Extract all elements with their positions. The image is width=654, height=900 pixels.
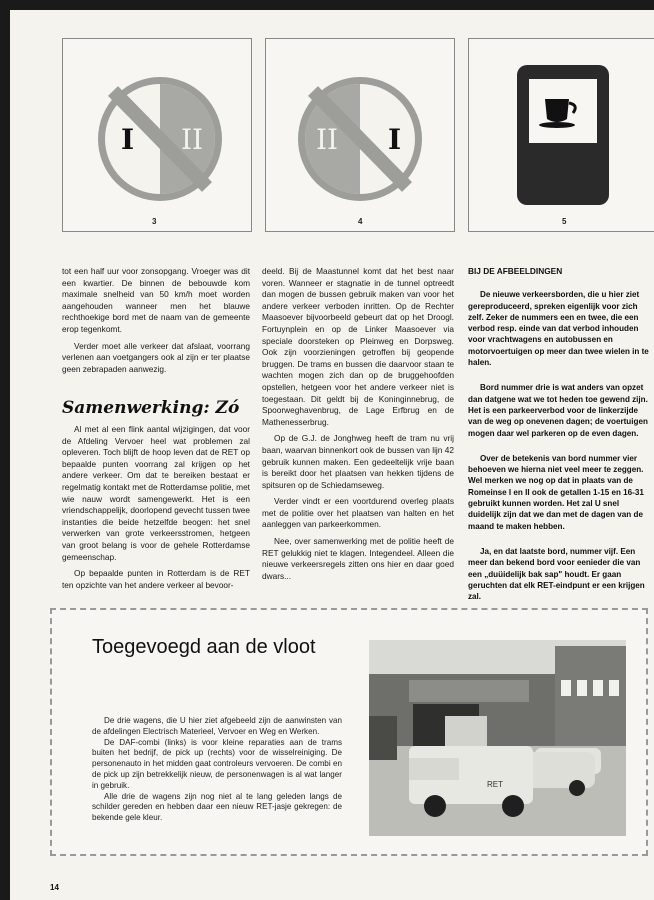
paragraph: Alle drie de wagens zijn nog niet al te lang geleden langs de schilder gereden en hebben daar een nieuw RET-jasje gekregen: de bekende gele kleur. <box>92 791 342 823</box>
section-heading: Samenwerking: Zó <box>62 398 240 418</box>
figure-4-caption: 4 <box>358 217 363 226</box>
sign-numeral-right: II <box>181 123 204 156</box>
figure-5-frame <box>468 38 654 232</box>
captions-column <box>468 266 652 616</box>
sign-numeral-left: II <box>316 123 339 156</box>
figure-5-caption: 5 <box>562 217 567 226</box>
vehicles-photo-image <box>369 640 626 836</box>
article-column-1-bottom <box>62 424 250 596</box>
caption-paragraph: De nieuwe verkeersborden, die u hier ziet gereproduceerd, spreken eigenlijk voor zich zelf. Zeker de nummers een en twee, die een verbod resp. einde van dat verbod inhouden voor vrachtwagens en autobussen en motorvoertuigen op meer dan twee wielen in te halen. <box>468 290 649 368</box>
figure-3-frame <box>62 38 252 232</box>
paragraph: Op bepaalde punten in Rotterdam is de RET ten opzichte van het andere verkeer al bevoor- <box>62 568 250 590</box>
figure-3-caption: 3 <box>152 217 157 226</box>
paragraph: Al met al een flink aantal wijzigingen, dat voor de Afdeling Vervoer heel wat problemen zal opleveren. Toch blijft de hoop leven dat de RET op bepaalde punten voorrang zal krijgen op het andere verkeer. Om dat te bereiken bestaat er regelmatig kontakt met de Rotterdamse politie, met wie nauw wordt samengewerkt. Het is een vriendschappelijk, doorlopend gevecht tussen twee instanties die beide hetzelfde beogen: het snel verwerken van grote verkeersstromen, hetgeen van groot belang is voor de gehele Rotterdamse gemeenschap. <box>62 424 250 562</box>
article-column-2 <box>262 266 454 587</box>
paragraph: Verder vindt er een voortdurend overleg plaats met de politie over het plaatsen van halten en het aanleggen van parkeerkommen. <box>262 496 454 530</box>
paragraph: Op de G.J. de Jonghweg heeft de tram nu vrij baan, waarvan binnenkort ook de bussen van lijn 42 gebruik kunnen maken. Een gedeeltelijk vrije baan is bereikt door het plaatsen van hekken tijdens de spitsuren op de Schiedamseweg. <box>262 433 454 490</box>
page-number: 14 <box>50 883 59 892</box>
van-label: RET <box>487 780 503 789</box>
figure-4-frame <box>265 38 455 232</box>
sign-numeral-right: I <box>388 123 402 156</box>
captions-heading: BIJ DE AFBEELDINGEN <box>468 266 563 276</box>
no-overtaking-end-sign-image <box>266 39 454 231</box>
paragraph: Verder moet alle verkeer dat afslaat, voorrang verlenen aan voetgangers ook al zijn er ter plaatse geen zebrapaden aanwezig. <box>62 340 250 374</box>
caption-paragraph: Over de betekenis van bord nummer vier behoeven we hierna niet veel meer te zeggen. Wel merken we nog op dat in plaats van de Romeinse I en II ook de getallen 1-15 en 16-31 gebruikt kunnen worden. Het zal U snel duidelijk zijn dat we dan met de dagen van de maand te maken hebben. <box>468 453 644 531</box>
sign-numeral-left: I <box>121 123 135 156</box>
coffee-cup-sign-image <box>469 39 654 231</box>
coffee-cup-icon <box>545 99 569 122</box>
caption-paragraph: Bord nummer drie is wat anders van opzet dan datgene wat we tot heden toe gewend zijn. Het is een parkeerverbod voor de linkerzijde van de weg op onevenen dagen; de voertuigen mogen daar wel parkeren op de even dagen. <box>468 383 648 438</box>
box-title: Toegevoegd aan de vloot <box>92 636 316 658</box>
paragraph: deeld. Bij de Maastunnel komt dat het best naar voren. Wanneer er stagnatie in de tunnel optreedt dan mogen de bussen gebruik maken van voor het andere verkeer verboden inritten. Op de Rechter Maasoever bijvoorbeeld gebeurt dat op het Droogl. Fortuynplein en op de Linker Maasoever via speciale doorsteken op Pleinweg en Dorpsweg. Ook zijn voorzieningen getroffen bij geopende bruggen. De trams en bussen die daarvoor staan te wachten mogen zich dan op de bruggehoofden opstellen, hetgeen voor het andere verkeer niet is toegestaan. Dit geldt bij de Koninginnebrug, de Spoorweghavenbrug, de Lage Erfbrug en de Mathenesserbrug. <box>262 266 454 427</box>
caption-paragraph: Ja, en dat laatste bord, nummer vijf. Een meer dan bekend bord voor eenieder die van een „duüidelijk bak sap" houdt. Er gaan geruchten dat elk RET-eindpunt er een krijgen zal. <box>468 546 645 602</box>
paragraph: De drie wagens, die U hier ziet afgebeeld zijn de aanwinsten van de afdelingen Electrisch Materieel, Vervoer en Weg en Werken. <box>92 716 342 736</box>
paragraph: De DAF-combi (links) is voor kleine reparaties aan de trams buiten het bedrijf, de pick up (rechts) voor de wisselreiniging. De personenauto in het midden gaat controleurs vervoeren. De combi en de pick up zijn betrekkelijk nieuw, de personenwagen is al wat langer in gebruik. <box>92 737 342 790</box>
no-overtaking-sign-image <box>63 39 251 231</box>
paragraph: tot een half uur voor zonsopgang. Vroeger was dit een kwartier. De binnen de bebouwde kom maximale snelheid van 50 km/h moet worden aangehouden wanneer men het blauwe rechthoekige bord met de naam van de gemeente erop tegenkomt. <box>62 266 250 334</box>
article-column-1-top <box>62 266 250 380</box>
vehicles-photo <box>369 640 626 836</box>
box-text <box>92 716 342 824</box>
fleet-article-box <box>50 608 648 856</box>
paragraph: Nee, over samenwerking met de politie heeft de RET gelukkig niet te klagen. Integendeel. Alleen die nieuwe verkeersregels zitten ons hier en daar goed dwars... <box>262 536 454 581</box>
